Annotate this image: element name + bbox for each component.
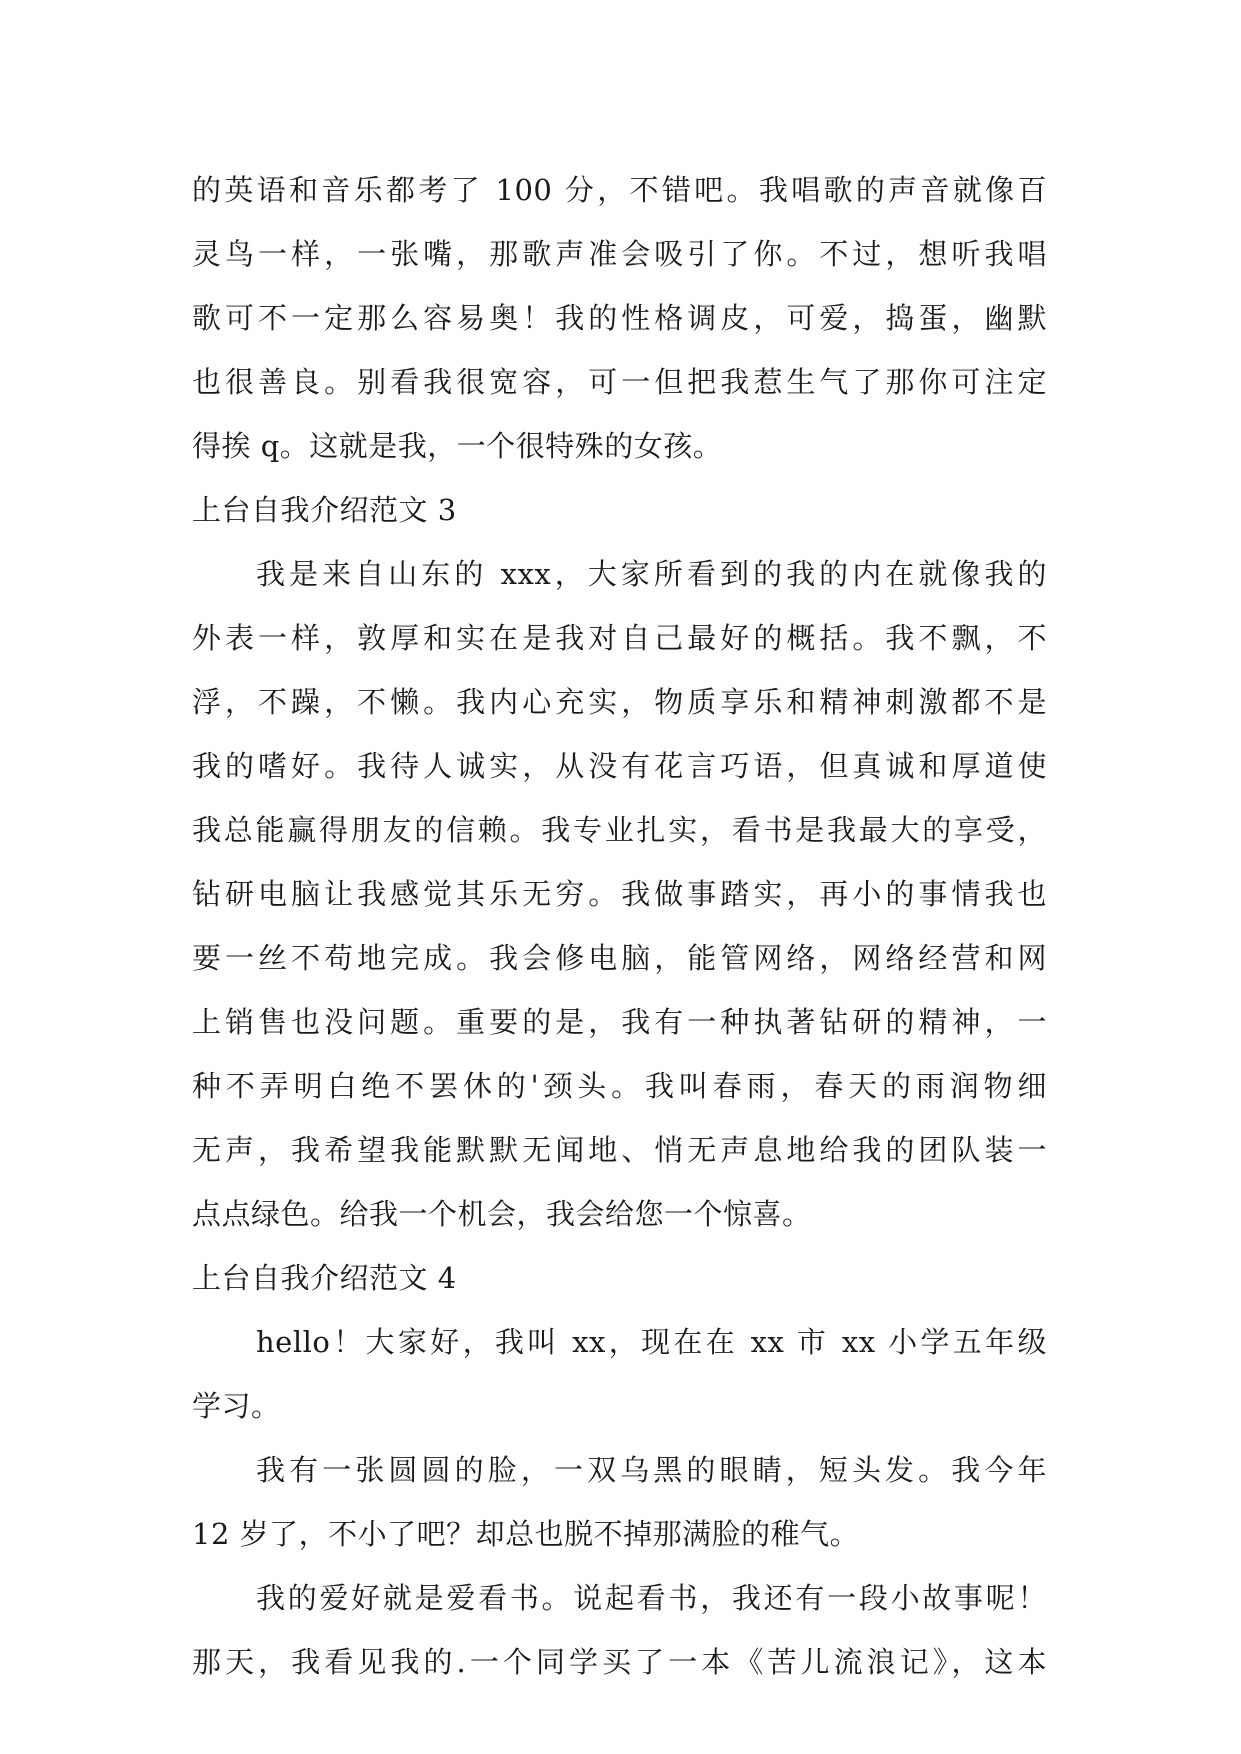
text-line: 12 岁了，不小了吧？却总也脱不掉那满脸的稚气。 bbox=[192, 1517, 860, 1551]
text-line: 学习。 bbox=[192, 1389, 281, 1423]
text-line: 要一丝不苟地完成。我会修电脑，能管网络，网络经营和网 bbox=[192, 941, 1047, 975]
text-line: 浮，不躁，不懒。我内心充实，物质享乐和精神刺激都不是 bbox=[192, 685, 1047, 719]
text-line: 我是来自山东的 xxx，大家所看到的我的内在就像我的 bbox=[256, 557, 1047, 591]
text-line: 钻研电脑让我感觉其乐无穷。我做事踏实，再小的事情我也 bbox=[192, 877, 1047, 911]
text-line: 灵鸟一样，一张嘴，那歌声准会吸引了你。不过，想听我唱 bbox=[192, 237, 1047, 271]
text-line: 我有一张圆圆的脸，一双乌黑的眼睛，短头发。我今年 bbox=[256, 1453, 1047, 1487]
text-line: 外表一样，敦厚和实在是我对自己最好的概括。我不飘，不 bbox=[192, 621, 1047, 655]
text-line: 那天，我看见我的.一个同学买了一本《苦儿流浪记》，这本 bbox=[192, 1645, 1047, 1679]
text-line: 点点绿色。给我一个机会，我会给您一个惊喜。 bbox=[192, 1197, 812, 1231]
text-line: 歌可不一定那么容易奥！我的性格调皮，可爱，捣蛋，幽默 bbox=[192, 301, 1047, 335]
text-line: 上销售也没问题。重要的是，我有一种执著钻研的精神，一 bbox=[192, 1005, 1047, 1039]
text-line: hello！大家好，我叫 xx，现在在 xx 市 xx 小学五年级 bbox=[256, 1325, 1047, 1359]
text-line: 我总能赢得朋友的信赖。我专业扎实，看书是我最大的享受， bbox=[192, 813, 1047, 847]
text-line: 我的爱好就是爱看书。说起看书，我还有一段小故事呢！ bbox=[256, 1581, 1047, 1615]
section-heading: 上台自我介绍范文 3 bbox=[192, 493, 457, 527]
text-line: 也很善良。别看我很宽容，可一但把我惹生气了那你可注定 bbox=[192, 365, 1047, 399]
text-line: 得挨 q。这就是我，一个很特殊的女孩。 bbox=[192, 429, 723, 463]
text-line: 种不弄明白绝不罢休的'颈头。我叫春雨，春天的雨润物细 bbox=[192, 1069, 1047, 1103]
text-line: 我的嗜好。我待人诚实，从没有花言巧语，但真诚和厚道使 bbox=[192, 749, 1047, 783]
document-body bbox=[192, 158, 1047, 1694]
text-line: 的英语和音乐都考了 100 分，不错吧。我唱歌的声音就像百 bbox=[192, 173, 1047, 207]
section-heading: 上台自我介绍范文 4 bbox=[192, 1261, 457, 1295]
text-line: 无声，我希望我能默默无闻地、悄无声息地给我的团队装一 bbox=[192, 1133, 1047, 1167]
